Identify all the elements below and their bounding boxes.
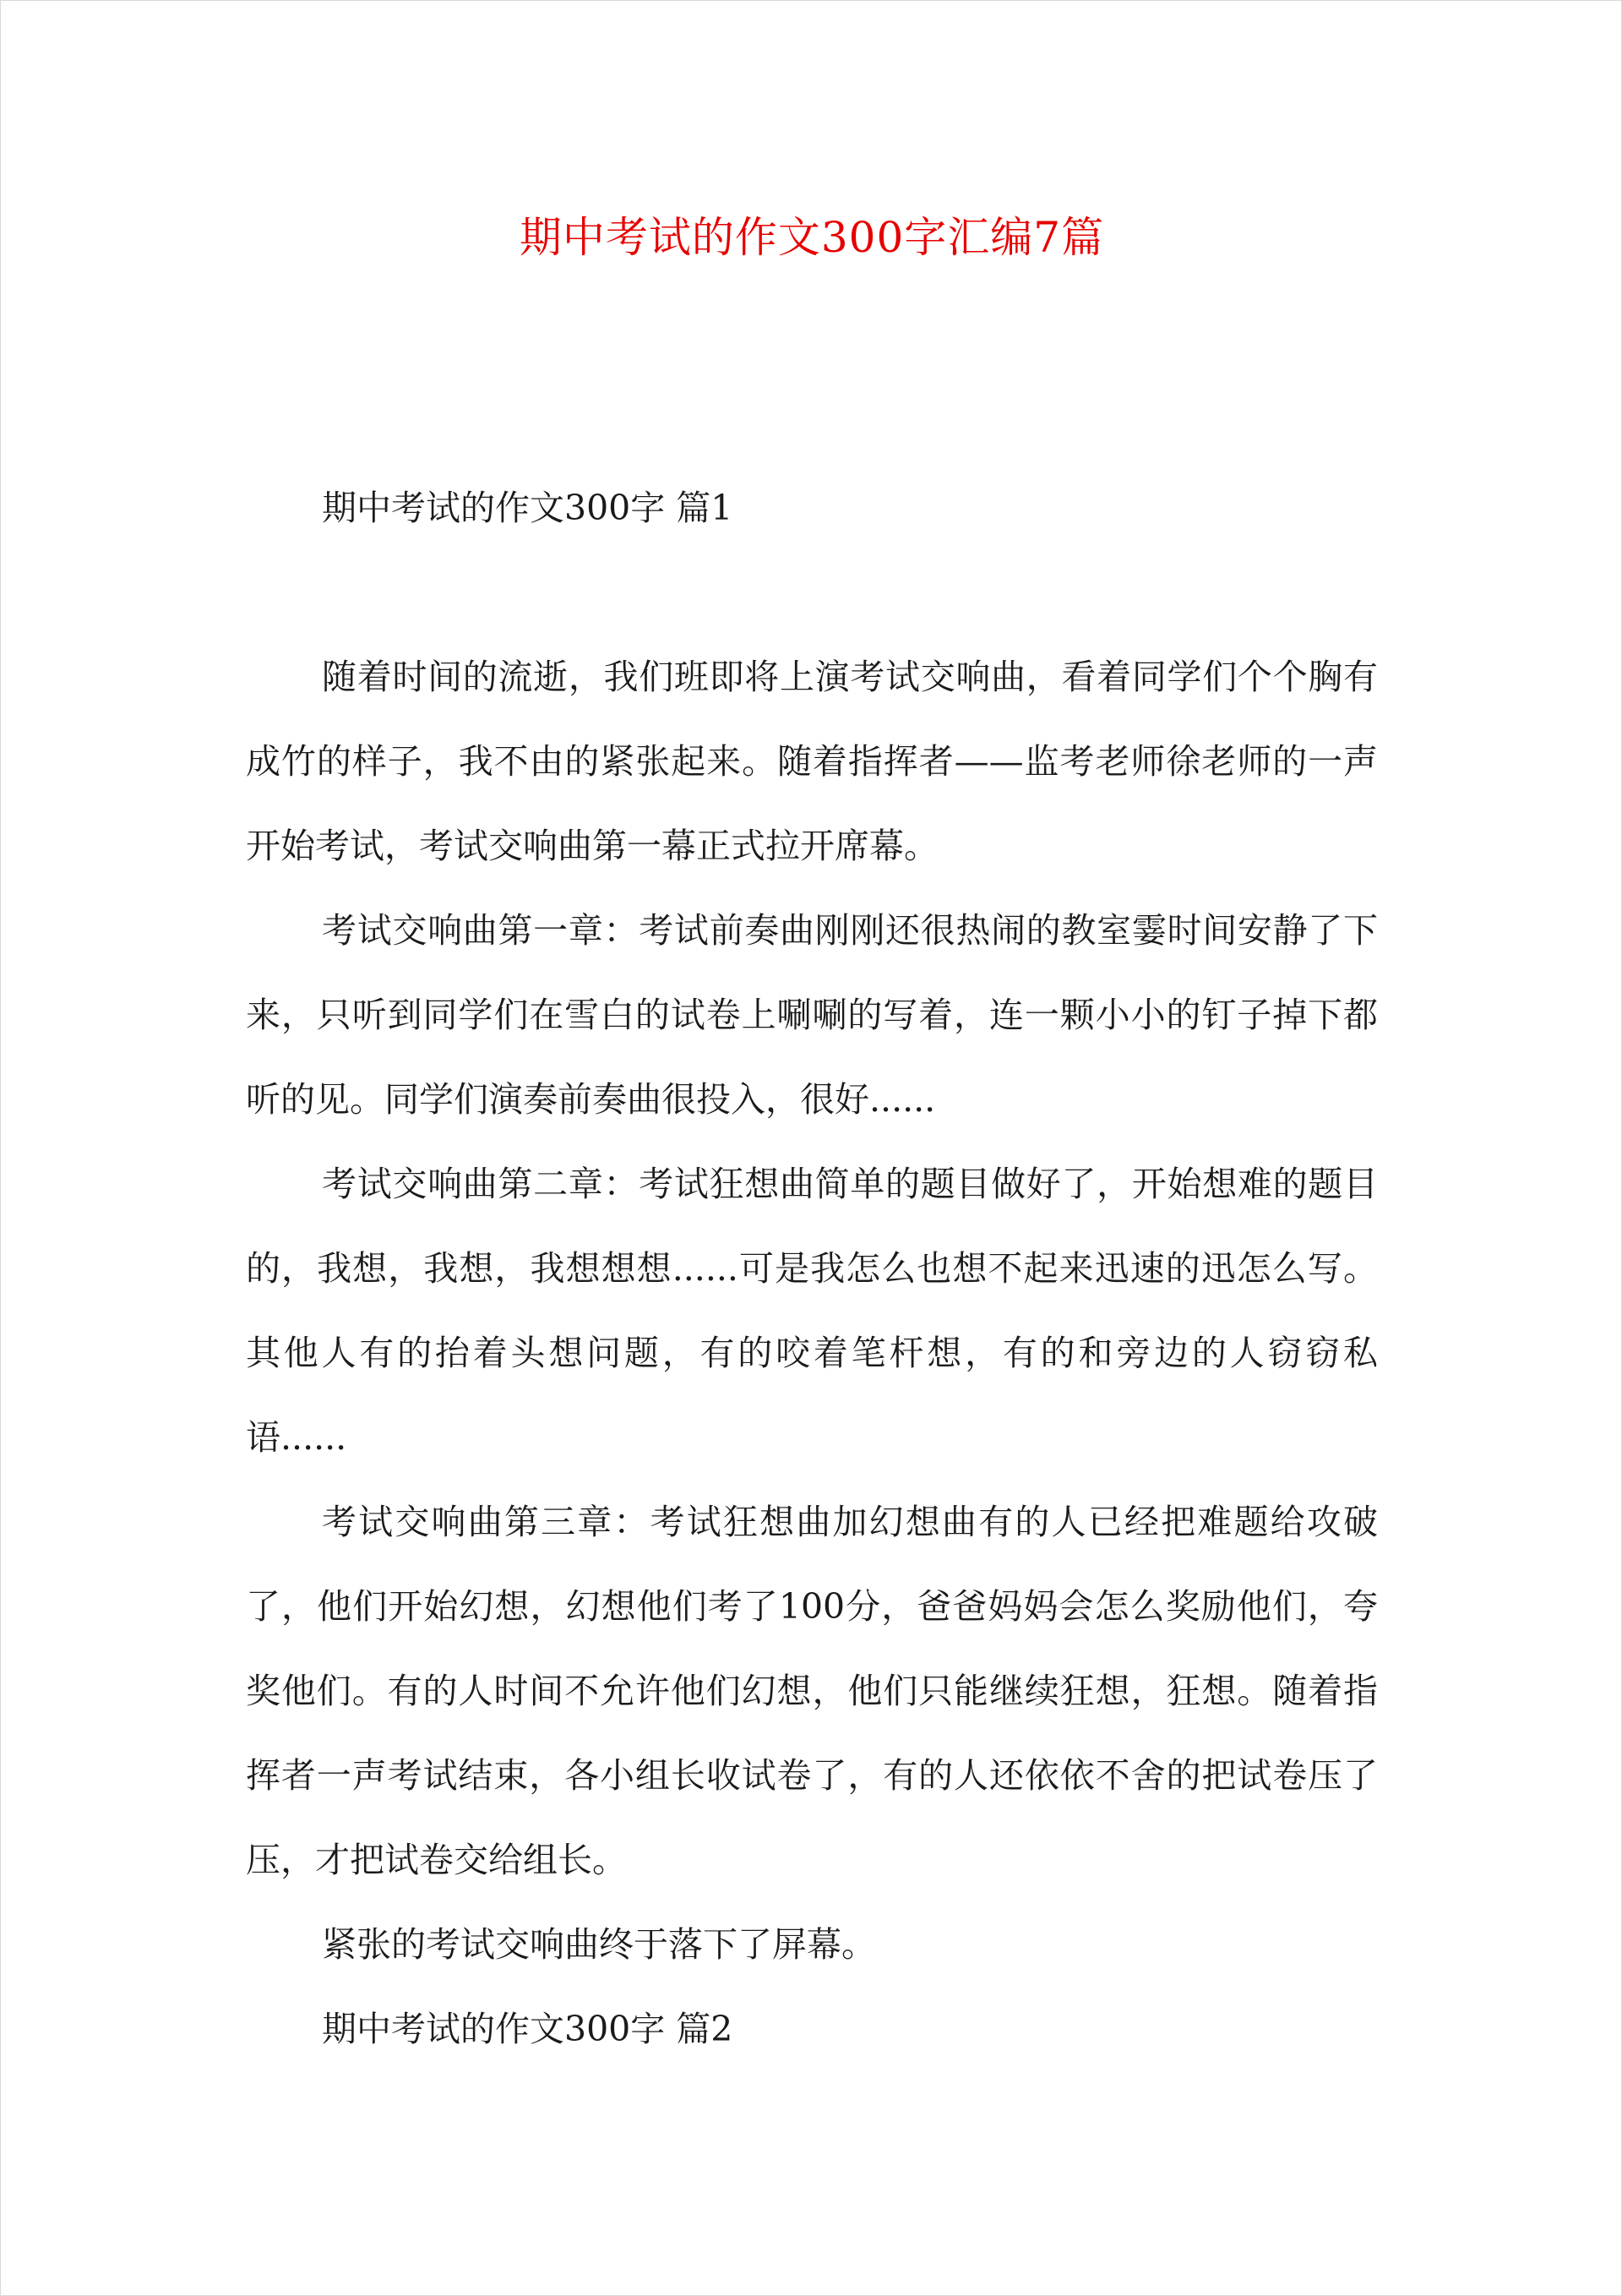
paragraph-1: 随着时间的流逝，我们班即将上演考试交响曲，看着同学们个个胸有成竹的样子，我不由的紧张起来。随着指挥者——监考老师徐老师的一声开始考试，考试交响曲第一幕正式拉开席幕。 [246, 657, 1378, 866]
paragraph-3: 考试交响曲第二章：考试狂想曲简单的题目做好了，开始想难的题目的，我想，我想，我想想想......可是我怎么也想不起来迅速的迅怎么写。其他人有的抬着头想问题，有的咬着笔杆想，有的和旁边的人窃窃私语...... [246, 1164, 1378, 1458]
paragraph-2: 考试交响曲第一章：考试前奏曲刚刚还很热闹的教室霎时间安静了下来，只听到同学们在雪白的试卷上唰唰的写着，连一颗小小的钉子掉下都听的见。同学们演奏前奏曲很投入，很好...... [246, 910, 1378, 1120]
document-title: 期中考试的作文300字汇编7篇 [519, 213, 1105, 262]
document-body [246, 466, 1378, 2071]
paragraph-4: 考试交响曲第三章：考试狂想曲加幻想曲有的人已经把难题给攻破了，他们开始幻想，幻想他们考了100分，爸爸妈妈会怎么奖励他们，夸奖他们。有的人时间不允许他们幻想，他们只能继续狂想，狂想。随着指挥者一声考试结束，各小组长收试卷了，有的人还依依不舍的把试卷压了压，才把试卷交给组长。 [246, 1502, 1378, 1880]
section-gap [246, 550, 1378, 635]
section-heading-2: 期中考试的作文300字 篇2 [322, 2009, 733, 2049]
section-heading-1: 期中考试的作文300字 篇1 [322, 488, 733, 528]
paragraph-5: 紧张的考试交响曲终于落下了屏幕。 [322, 1924, 876, 1965]
